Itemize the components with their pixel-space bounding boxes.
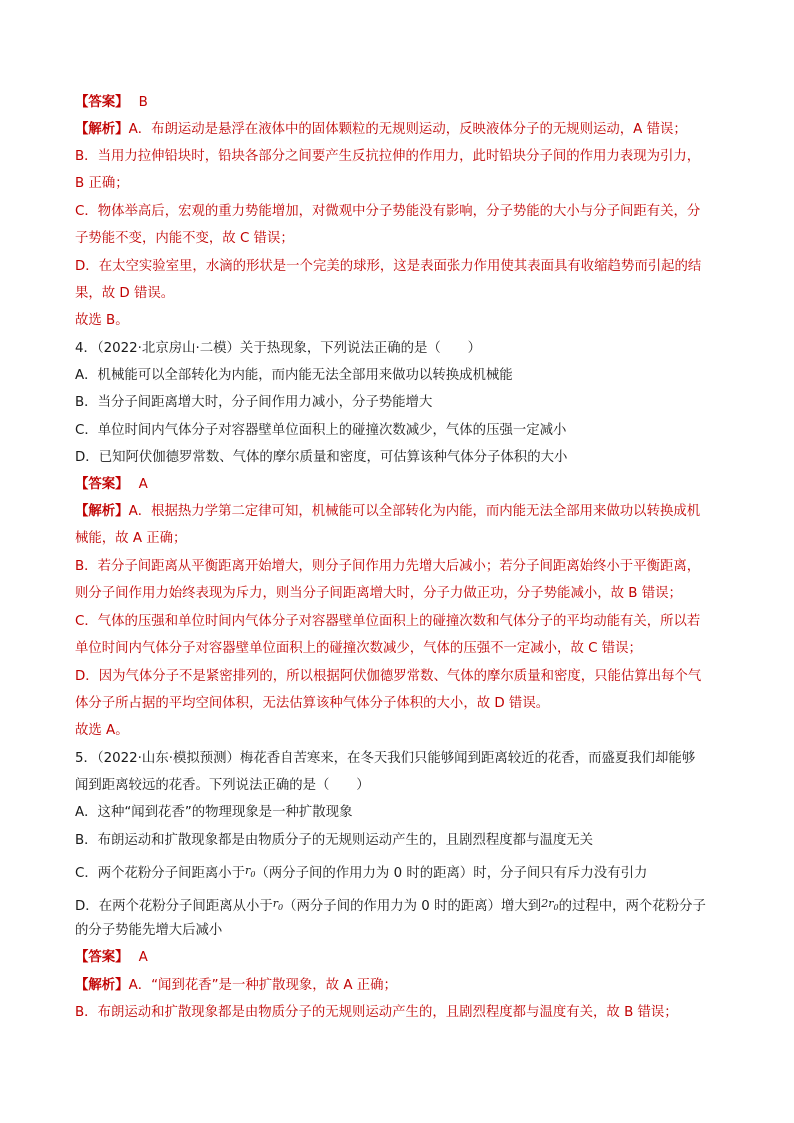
- two-r0-symbol: 2r0: [541, 897, 559, 913]
- option-c: C．两个花粉分子间距离小于$^{r_0}$（两分子间的作用力为 0 时的距离）时，分子间只有斥力没有引力: [75, 864, 648, 881]
- answer-line-q3: [75, 94, 725, 112]
- analysis-line: 体分子所占据的平均空间体积，无法估算该种气体分子体积的大小，故 D 错误。: [75, 696, 550, 711]
- r0-symbol: r0: [272, 897, 284, 913]
- option-c: C．单位时间内气体分子对容器壁单位面积上的碰撞次数减少，气体的压强一定减小: [75, 423, 567, 438]
- analysis-text: A．根据热力学第二定律可知，机械能可以全部转化为内能，而内能无法全部用来做功以转换成机: [128, 504, 701, 519]
- analysis-tag: 【解析】: [75, 122, 129, 137]
- analysis-tag: 【解析】: [75, 504, 129, 519]
- option-d: D．已知阿伏伽德罗常数、气体的摩尔质量和密度，可估算该种气体分子体积的大小: [75, 450, 568, 465]
- r0-symbol: r0: [245, 864, 256, 880]
- answer-tag: 【答案】: [75, 950, 129, 965]
- analysis-line: D．因为气体分子不是紧密排列的，所以根据阿伏伽德罗常数、气体的摩尔质量和密度，只能估算出每个气: [75, 669, 702, 684]
- option-d: D．在两个花粉分子间距离从小于$^{r_0}$（两分子间的作用力为 0 时的距离）增大到$^{2r_0}$的过程中，两个花粉分子: [75, 897, 706, 914]
- option-a: A．机械能可以全部转化为内能，而内能无法全部用来做功以转换成机械能: [75, 368, 513, 383]
- analysis-line: B．当用力拉伸铅块时，铅块各部分之间要产生反抗拉伸的作用力，此时铅块分子间的作用力表现为引力，: [75, 149, 701, 164]
- answer-letter: A: [138, 950, 148, 965]
- analysis-line: C．气体的压强和单位时间内气体分子对容器壁单位面积上的碰撞次数和气体分子的平均动能有关，所以若: [75, 614, 701, 629]
- analysis-line: B 正确；: [75, 176, 129, 191]
- option-b: B．布朗运动和扩散现象都是由物质分子的无规则运动产生的，且剧烈程度都与温度无关: [75, 833, 594, 848]
- answer-tag: 【答案】: [75, 477, 129, 492]
- option-b: B．当分子间距离增大时，分子间作用力减小，分子势能增大: [75, 395, 433, 410]
- question-stem-q4: 4．（2022·北京房山·二模）关于热现象，下列说法正确的是（ ）: [75, 341, 481, 356]
- question-stem-q5: 5．（2022·山东·模拟预测）梅花香自苦寒来，在冬天我们只能够闻到距离较近的花香，而盛夏我们却能够: [75, 751, 696, 766]
- question-stem-q5-cont: 闻到距离较远的花香。下列说法正确的是（ ）: [75, 778, 370, 793]
- analysis-line: 单位时间内气体分子对容器壁单位面积上的碰撞次数减少，气体的压强不一定减小，故 C 错误；: [75, 641, 642, 656]
- analysis-text: A．“闻到花香”是一种扩散现象，故 A 正确；: [128, 978, 397, 993]
- analysis-tag: 【解析】: [75, 978, 129, 993]
- analysis-text: A．布朗运动是悬浮在液体中的固体颗粒的无规则运动，反映液体分子的无规则运动，A 错误；: [128, 122, 687, 137]
- option-d-cont: 的分子势能先增大后减小: [75, 923, 223, 938]
- answer-letter: A: [138, 477, 148, 492]
- analysis-line: 子势能不变，内能不变，故 C 错误；: [75, 231, 294, 246]
- analysis-line: B．若分子间距离从平衡距离开始增大，则分子间作用力先增大后减小；若分子间距离始终小于平衡距离，: [75, 559, 701, 574]
- analysis-conclusion: 故选 B。: [75, 313, 129, 328]
- answer-letter: B: [138, 95, 148, 110]
- analysis-conclusion: 故选 A。: [75, 723, 129, 738]
- answer-tag: 【答案】: [75, 95, 129, 110]
- analysis-line: [75, 121, 725, 139]
- option-a: A．这种“闻到花香”的物理现象是一种扩散现象: [75, 805, 353, 820]
- analysis-line: [75, 503, 725, 521]
- analysis-line: D．在太空实验室里，水滴的形状是一个完美的球形，这是表面张力作用使其表面具有收缩趋势而引起的结: [75, 259, 702, 274]
- analysis-line: [75, 977, 725, 995]
- analysis-line: 则分子间作用力始终表现为斥力，则当分子间距离增大时，分子力做正功，分子势能减小，故 B 错误；: [75, 586, 682, 601]
- answer-line-q5: [75, 949, 725, 967]
- analysis-line: 果，故 D 错误。: [75, 286, 175, 301]
- analysis-line: 械能，故 A 正确；: [75, 531, 187, 546]
- analysis-line: C．物体举高后，宏观的重力势能增加，对微观中分子势能没有影响，分子势能的大小与分子间距有关，分: [75, 204, 701, 219]
- analysis-line: B．布朗运动和扩散现象都是由物质分子的无规则运动产生的，且剧烈程度都与温度有关，故 B 错误；: [75, 1005, 678, 1020]
- answer-line-q4: [75, 476, 725, 494]
